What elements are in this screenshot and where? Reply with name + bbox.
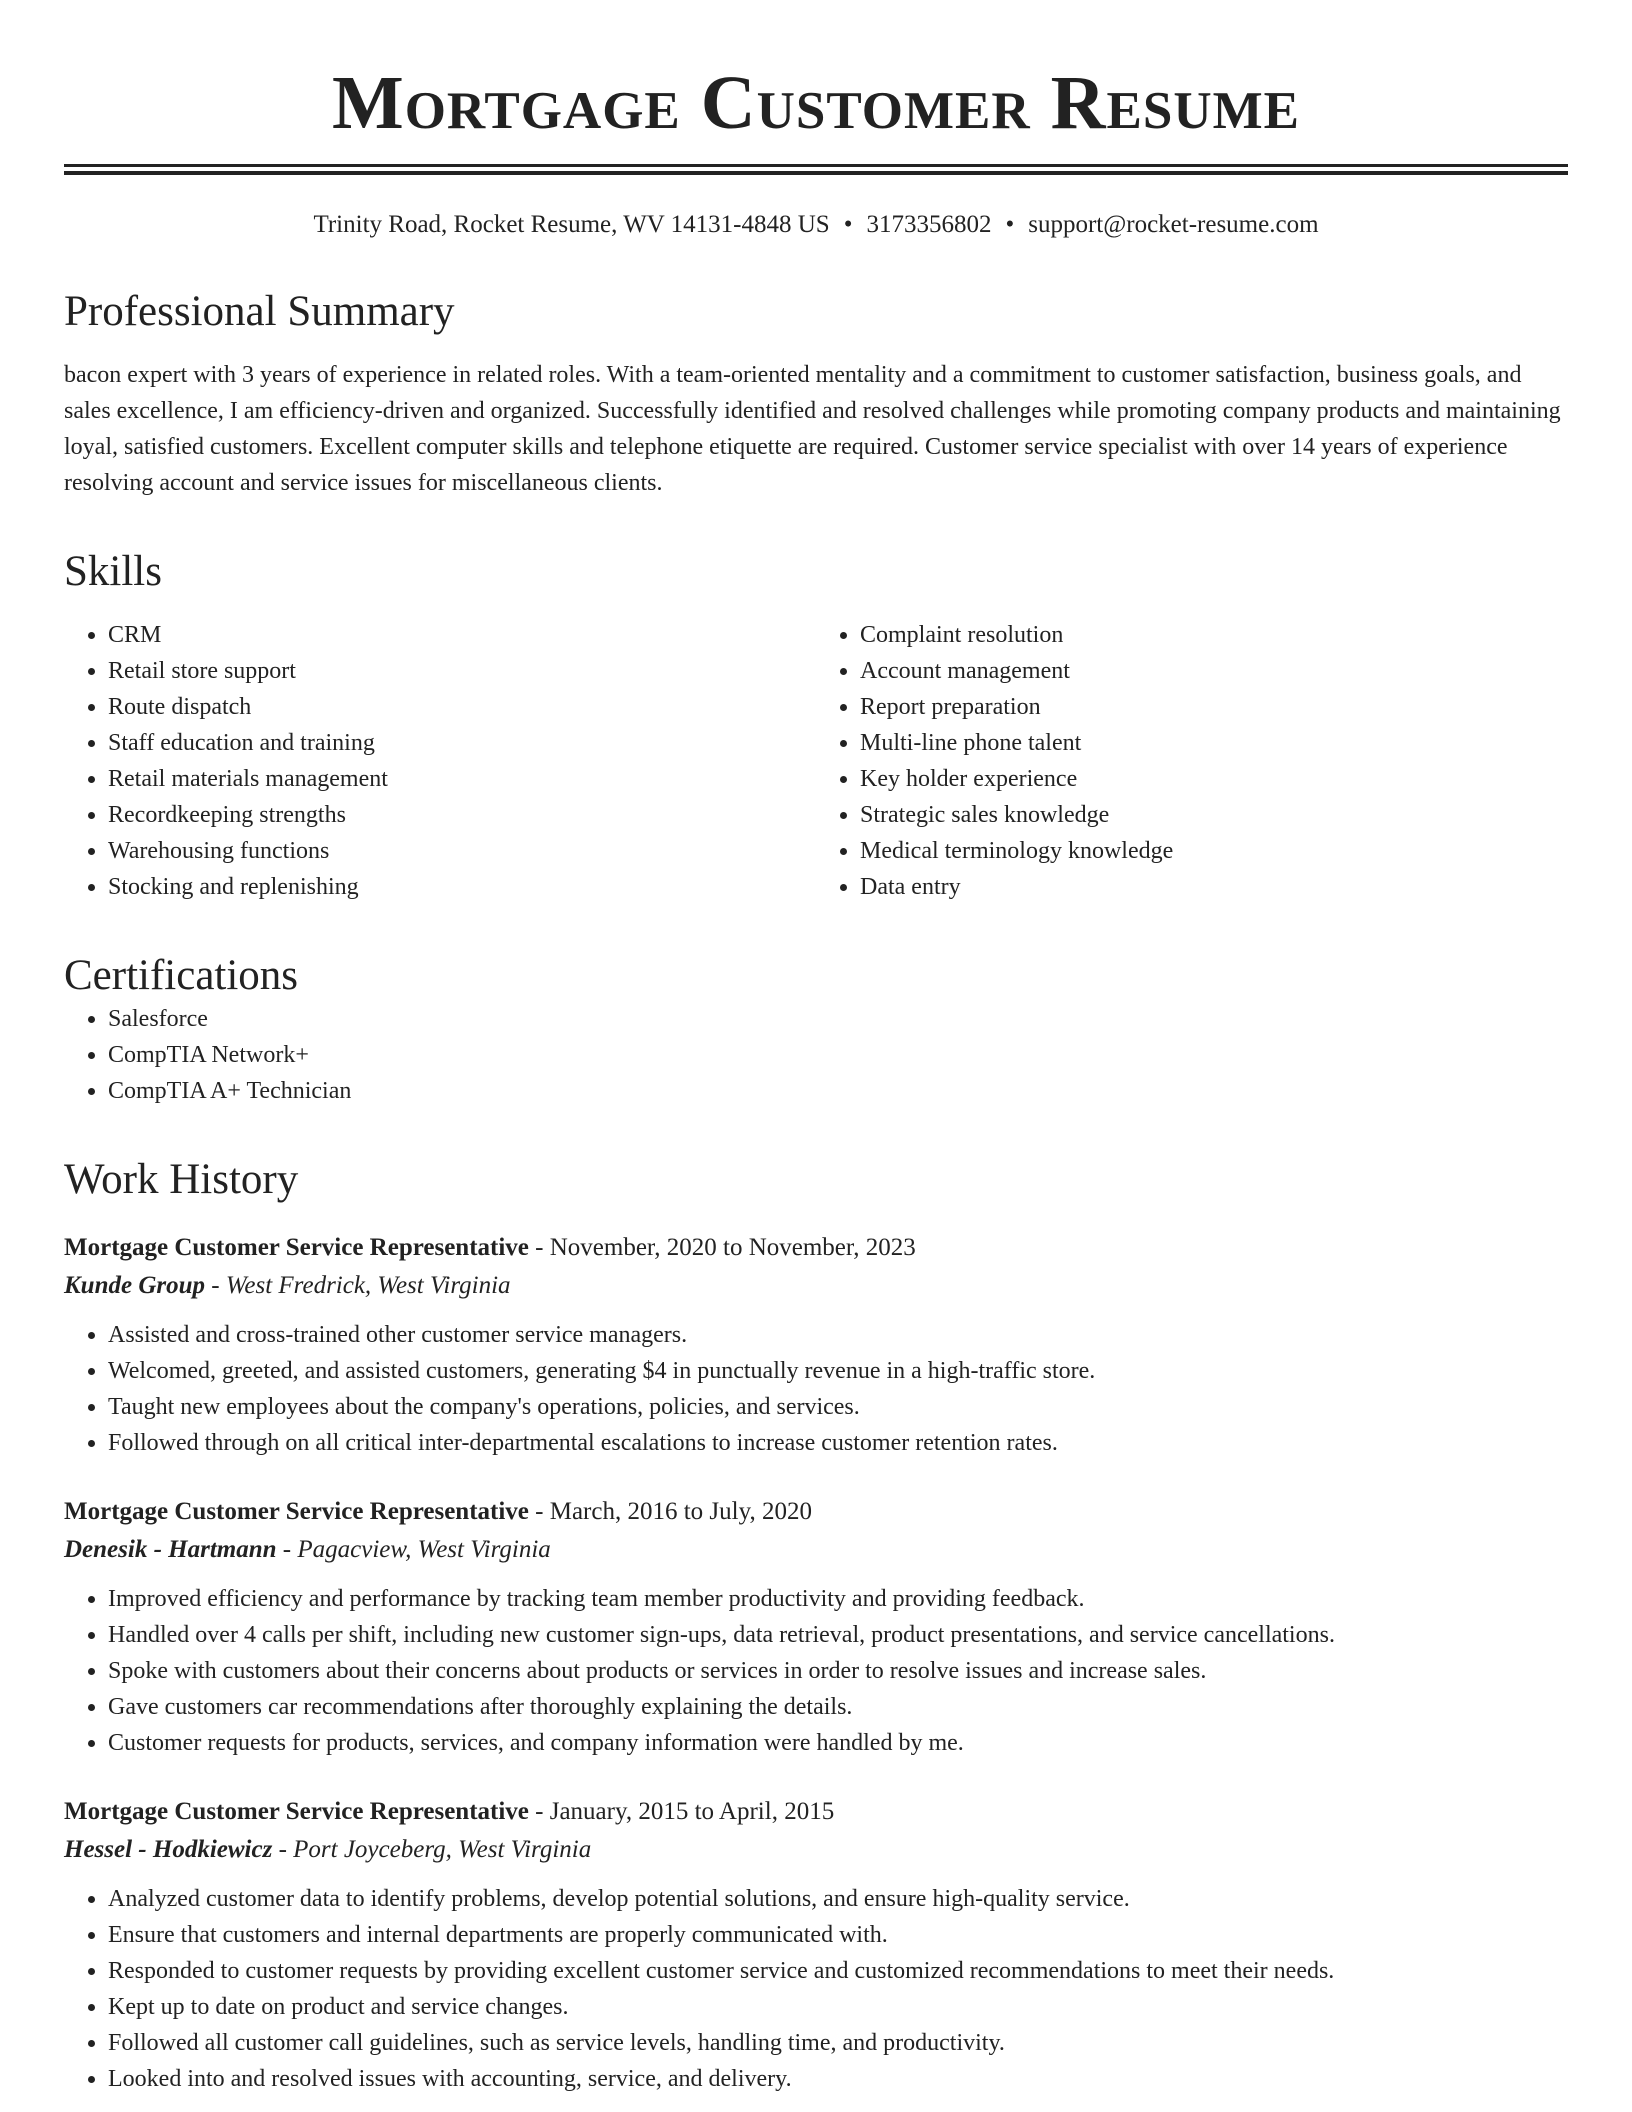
dash: - [535,1498,544,1525]
dash: - [278,1836,287,1863]
job-duty: • Customer requests for products, services, and company information were handled by me. [108,1725,1568,1761]
skill-item: • Stocking and replenishing [108,869,816,905]
job-entry [64,1793,1568,2097]
resume-title: Mortgage Customer Resume [331,61,1301,145]
skill-item: • Data entry [860,869,1568,905]
job-dates: January, 2015 to April, 2015 [549,1798,835,1825]
job-company-line [64,1831,1568,1869]
certifications-list [64,1001,1568,1109]
job-header [64,1229,1568,1267]
skill-item: • Retail store support [108,653,816,689]
skills-list-left [64,617,816,905]
contact-address: Trinity Road, Rocket Resume, WV 14131-4848 US [313,211,830,238]
job-duty: • Followed through on all critical inter-departmental escalations to increase customer retention rates. [108,1425,1568,1461]
dash: - [282,1536,292,1563]
job-duty: • Kept up to date on product and service changes. [108,1989,1568,2025]
job-header [64,1793,1568,1831]
certification-item: • CompTIA A+ Technician [108,1073,1568,1109]
skill-item: • Route dispatch [108,689,816,725]
skill-item: • Key holder experience [860,761,1568,797]
contact-email: support@rocket-resume.com [1028,211,1319,238]
skills-list-right [816,617,1568,905]
job-duty: • Followed all customer call guidelines, such as service levels, handling time, and productivity. [108,2025,1568,2061]
job-duty: • Improved efficiency and performance by tracking team member productivity and providing feedback. [108,1581,1568,1617]
job-duty: • Gave customers car recommendations after thoroughly explaining the details. [108,1689,1568,1725]
dash: - [535,1234,544,1261]
job-header [64,1493,1568,1531]
job-entry [64,1493,1568,1761]
skill-item: • Multi-line phone talent [860,725,1568,761]
skill-item: • Account management [860,653,1568,689]
job-duty: • Analyzed customer data to identify problems, develop potential solutions, and ensure high-quality service. [108,1881,1568,1917]
skill-item: • Recordkeeping strengths [108,797,816,833]
job-duty: • Looked into and resolved issues with accounting, service, and delivery. [108,2061,1568,2097]
job-entry [64,1229,1568,1461]
skill-item: • Medical terminology knowledge [860,833,1568,869]
job-duty: • Welcomed, greeted, and assisted customers, generating $4 in punctually revenue in a high-traffic store. [108,1353,1568,1389]
job-duty: • Spoke with customers about their concerns about products or services in order to resolve issues and increase sales. [108,1653,1568,1689]
skill-item: • Retail materials management [108,761,816,797]
title-double-rule [64,164,1568,175]
skill-item: • Complaint resolution [860,617,1568,653]
summary-text: bacon expert with 3 years of experience in related roles. With a team-oriented mentality and a commitment to customer satisfaction, business goals, and sales excellence, I am efficiency-driven and organized. Successfully identified and resolved challenges while promoting company products and maintaining loyal, satisfied customers. Excellent computer skills and telephone etiquette are required. Customer service specialist with over 14 years of experience resolving account and service issues for miscellaneous clients. [64,362,1561,496]
skill-item: • Strategic sales knowledge [860,797,1568,833]
job-company-line [64,1531,1568,1569]
job-company: Hessel - Hodkiewicz [64,1836,273,1863]
contact-separator: • [1005,211,1015,238]
skill-item: • Staff education and training [108,725,816,761]
skill-item: • CRM [108,617,816,653]
job-duty: • Ensure that customers and internal departments are properly communicated with. [108,1917,1568,1953]
job-duty: • Responded to customer requests by providing excellent customer service and customized recommendations to meet their needs. [108,1953,1568,1989]
job-role: Mortgage Customer Service Representative [64,1498,529,1525]
certifications-heading: Certifications [64,952,299,999]
job-location: West Fredrick, West Virginia [225,1272,511,1299]
job-duty: • Handled over 4 calls per shift, including new customer sign-ups, data retrieval, product presentations, and service cancellations. [108,1617,1568,1653]
contact-separator: • [843,211,853,238]
job-role: Mortgage Customer Service Representative [64,1234,529,1261]
contact-line [64,209,1568,241]
dash: - [535,1798,544,1825]
skills-columns [64,617,1568,905]
job-company: Kunde Group [64,1272,206,1299]
certification-item: • Salesforce [108,1001,1568,1037]
job-duty: • Assisted and cross-trained other customer service managers. [108,1317,1568,1353]
job-dates: March, 2016 to July, 2020 [549,1498,812,1525]
skill-item: • Warehousing functions [108,833,816,869]
job-role: Mortgage Customer Service Representative [64,1798,529,1825]
skills-heading: Skills [64,548,162,595]
skill-item: • Report preparation [860,689,1568,725]
job-company-line [64,1267,1568,1305]
job-location: Pagacview, West Virginia [297,1536,551,1563]
summary-heading: Professional Summary [64,288,455,335]
job-location: Port Joyceberg, West Virginia [293,1836,592,1863]
job-duties-list [64,1581,1568,1761]
certification-item: • CompTIA Network+ [108,1037,1568,1073]
work-history-heading: Work History [64,1156,299,1203]
job-company: Denesik - Hartmann [64,1536,277,1563]
job-duty: • Taught new employees about the company's operations, policies, and services. [108,1389,1568,1425]
job-duties-list [64,1881,1568,2097]
job-duties-list [64,1317,1568,1461]
job-dates: November, 2020 to November, 2023 [549,1234,916,1261]
dash: - [211,1272,220,1299]
contact-phone: 3173356802 [866,211,992,238]
